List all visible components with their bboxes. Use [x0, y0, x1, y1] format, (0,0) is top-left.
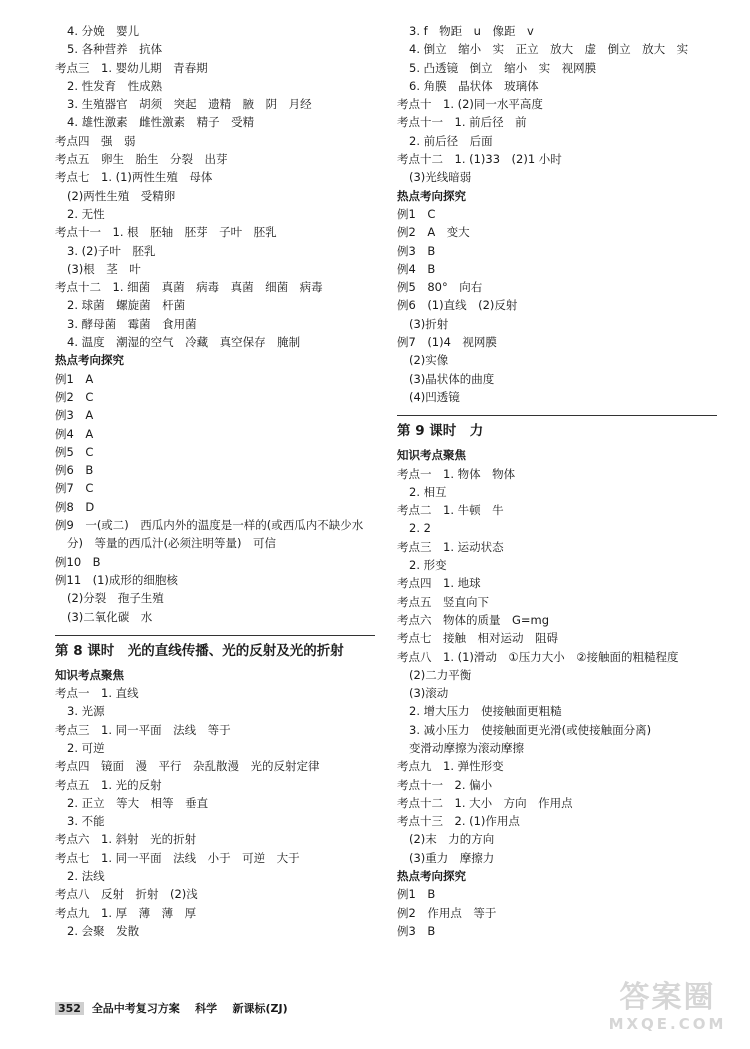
- answer-line: (3)重力 摩擦力: [409, 850, 495, 865]
- answer-line: 例1 B: [397, 887, 436, 902]
- right-top-answers: [397, 22, 717, 406]
- answer-line: (3)晶状体的曲度: [409, 371, 495, 386]
- section-heading: 热点考向探究: [55, 353, 124, 368]
- page-number: 352: [55, 1002, 84, 1015]
- answer-line: 例2 作用点 等于: [397, 905, 497, 920]
- answer-line: 考点八 1. (1)滑动 ①压力大小 ②接触面的粗糙程度: [397, 649, 679, 664]
- answer-line: 4. 雄性激素 雌性激素 精子 受精: [67, 115, 255, 130]
- answer-line: 例7 (1)4 视网膜: [397, 335, 497, 350]
- subject-label: 科学: [195, 1002, 218, 1015]
- answer-line: 考点五 1. 光的反射: [55, 777, 162, 792]
- answer-line: 例4 B: [397, 261, 436, 276]
- answer-line: 考点十三 2. (1)作用点: [397, 814, 520, 829]
- answer-line: 考点十二 1. 大小 方向 作用点: [397, 795, 573, 810]
- answer-line: 6. 角膜 晶状体 玻璃体: [409, 78, 539, 93]
- answer-line: 3. 不能: [67, 814, 105, 829]
- answer-line: 例5 80° 向右: [397, 280, 483, 295]
- section-heading: 热点考向探究: [397, 869, 466, 884]
- answer-line: 例3 B: [397, 243, 436, 258]
- answer-line: 例9 一(或二) 西瓜内外的温度是一样的(或西瓜内不缺少水: [55, 518, 364, 533]
- answer-line: 例7 C: [55, 481, 94, 496]
- answer-line: 2. 相互: [409, 484, 447, 499]
- answer-line: 考点四 镜面 漫 平行 杂乱散漫 光的反射定律: [55, 759, 320, 774]
- answer-line: (3)折射: [409, 316, 449, 331]
- page-footer: [55, 1000, 288, 1018]
- section-heading: 热点考向探究: [397, 188, 466, 203]
- answer-line: 3. (2)子叶 胚乳: [67, 243, 156, 258]
- left-bottom-answers: [55, 666, 375, 940]
- answer-line: 例8 D: [55, 499, 95, 514]
- answer-line: (4)凹透镜: [409, 389, 460, 404]
- answer-line: 例6 B: [55, 463, 94, 478]
- answer-line: 3. 生殖器官 胡须 突起 遗精 腋 阴 月经: [67, 97, 312, 112]
- answer-line: 考点三 1. 婴幼儿期 青春期: [55, 60, 208, 75]
- answer-line: 考点三 1. 运动状态: [397, 539, 504, 554]
- answer-line: 例6 (1)直线 (2)反射: [397, 298, 518, 313]
- answer-line: 考点七 接触 相对运动 阻碍: [397, 631, 558, 646]
- answer-line: 2. 无性: [67, 206, 105, 221]
- answer-line: 例1 A: [55, 371, 94, 386]
- answer-line: 考点十 1. (2)同一水平高度: [397, 97, 543, 112]
- answer-line: 2. 球菌 螺旋菌 杆菌: [67, 298, 186, 313]
- answer-line: 考点一 1. 直线: [55, 686, 139, 701]
- left-column: [55, 22, 375, 940]
- answer-line: 考点七 1. 同一平面 法线 小于 可逆 大于: [55, 850, 300, 865]
- answer-line: 2. 2: [409, 521, 431, 536]
- answer-line: (2)末 力的方向: [409, 832, 495, 847]
- left-top-answers: [55, 22, 375, 626]
- answer-line: 考点五 卵生 胎生 分裂 出芽: [55, 152, 228, 167]
- answer-line: (2)二力平衡: [409, 667, 472, 682]
- answer-line: 3. 光源: [67, 704, 105, 719]
- answer-line: 考点九 1. 弹性形变: [397, 759, 504, 774]
- answer-line: 2. 形变: [409, 558, 447, 573]
- answer-line: 例11 (1)成形的细胞核: [55, 572, 178, 587]
- watermark-logo: [605, 981, 730, 1037]
- answer-line: 2. 性发育 性成熟: [67, 78, 163, 93]
- answer-line: 4. 倒立 缩小 实 正立 放大 虚 倒立 放大 实: [409, 42, 689, 57]
- answer-line: 2. 法线: [67, 869, 105, 884]
- answer-line: (3)滚动: [409, 686, 449, 701]
- answer-line: 考点十一 1. 前后径 前: [397, 115, 527, 130]
- answer-line: 例2 A 变大: [397, 225, 470, 240]
- answer-line: 考点三 1. 同一平面 法线 等于: [55, 722, 231, 737]
- answer-line: 变滑动摩擦为滚动摩擦: [409, 740, 524, 755]
- watermark-bottom-text: MXQE.COM: [608, 1015, 727, 1033]
- section-heading: 知识考点聚焦: [397, 448, 466, 463]
- answer-line: 分) 等量的西瓜汁(必须注明等量) 可信: [67, 536, 276, 551]
- answer-line: 考点十二 1. (1)33 (2)1 小时: [397, 152, 562, 167]
- answer-line: 考点二 1. 牛顿 牛: [397, 503, 504, 518]
- chapter-9-title: 第 9 课时 力: [397, 423, 484, 440]
- answer-line: (2)两性生殖 受精卵: [67, 188, 176, 203]
- right-column: [397, 22, 717, 940]
- answer-line: 4. 温度 潮湿的空气 冷藏 真空保存 腌制: [67, 335, 301, 350]
- section-heading: 知识考点聚焦: [55, 667, 124, 682]
- answer-line: 考点十二 1. 细菌 真菌 病毒 真菌 细菌 病毒: [55, 280, 323, 295]
- answer-line: 考点六 1. 斜射 光的折射: [55, 832, 197, 847]
- answer-line: 5. 各种营养 抗体: [67, 42, 163, 57]
- answer-line: 2. 增大压力 使接触面更粗糙: [409, 704, 562, 719]
- answer-line: 2. 会聚 发散: [67, 923, 140, 938]
- answer-line: 例1 C: [397, 206, 436, 221]
- answer-line: 4. 分娩 婴儿: [67, 24, 140, 38]
- watermark-top-text: 答案圈: [619, 980, 716, 1015]
- answer-line: (3)光线暗弱: [409, 170, 472, 185]
- answer-line: 例2 C: [55, 389, 94, 404]
- answer-line: 例5 C: [55, 444, 94, 459]
- answer-line: (3)二氧化碳 水: [67, 609, 153, 624]
- book-title: 全品中考复习方案: [91, 1002, 180, 1015]
- answer-line: 例4 A: [55, 426, 94, 441]
- answer-line: 5. 凸透镜 倒立 缩小 实 视网膜: [409, 60, 597, 75]
- answer-line: 考点六 物体的质量 G=mg: [397, 612, 550, 627]
- answer-line: (2)实像: [409, 353, 449, 368]
- chapter-8-title: 第 8 课时 光的直线传播、光的反射及光的折射: [55, 642, 344, 659]
- answer-line: 考点一 1. 物体 物体: [397, 466, 516, 481]
- answer-line: 考点四 强 弱: [55, 133, 136, 148]
- answer-line: 考点七 1. (1)两性生殖 母体: [55, 170, 213, 185]
- answer-line: 2. 正立 等大 相等 垂直: [67, 795, 209, 810]
- right-bottom-answers: [397, 446, 717, 940]
- answer-line: 考点九 1. 厚 薄 薄 厚: [55, 905, 197, 920]
- answer-line: 例3 B: [397, 923, 436, 938]
- answer-line: (2)分裂 孢子生殖: [67, 591, 164, 606]
- answer-line: 考点八 反射 折射 (2)浅: [55, 887, 198, 902]
- answer-line: 考点十一 2. 偏小: [397, 777, 493, 792]
- answer-line: 3. 酵母菌 霉菌 食用菌: [67, 316, 197, 331]
- answer-line: 考点五 竖直向下: [397, 594, 489, 609]
- answer-line: 考点四 1. 地球: [397, 576, 481, 591]
- answer-line: 3. f 物距 u 像距 v: [409, 24, 534, 38]
- answer-line: 2. 前后径 后面: [409, 133, 493, 148]
- answer-line: 例3 A: [55, 408, 94, 423]
- answer-line: (3)根 茎 叶: [67, 261, 141, 276]
- answer-line: 考点十一 1. 根 胚轴 胚芽 子叶 胚乳: [55, 225, 277, 240]
- answer-line: 2. 可逆: [67, 740, 105, 755]
- edition-label: 新课标(ZJ): [232, 1002, 288, 1015]
- answer-line: 3. 减小压力 使接触面更光滑(或使接触面分离): [409, 722, 652, 737]
- answer-line: 例10 B: [55, 554, 101, 569]
